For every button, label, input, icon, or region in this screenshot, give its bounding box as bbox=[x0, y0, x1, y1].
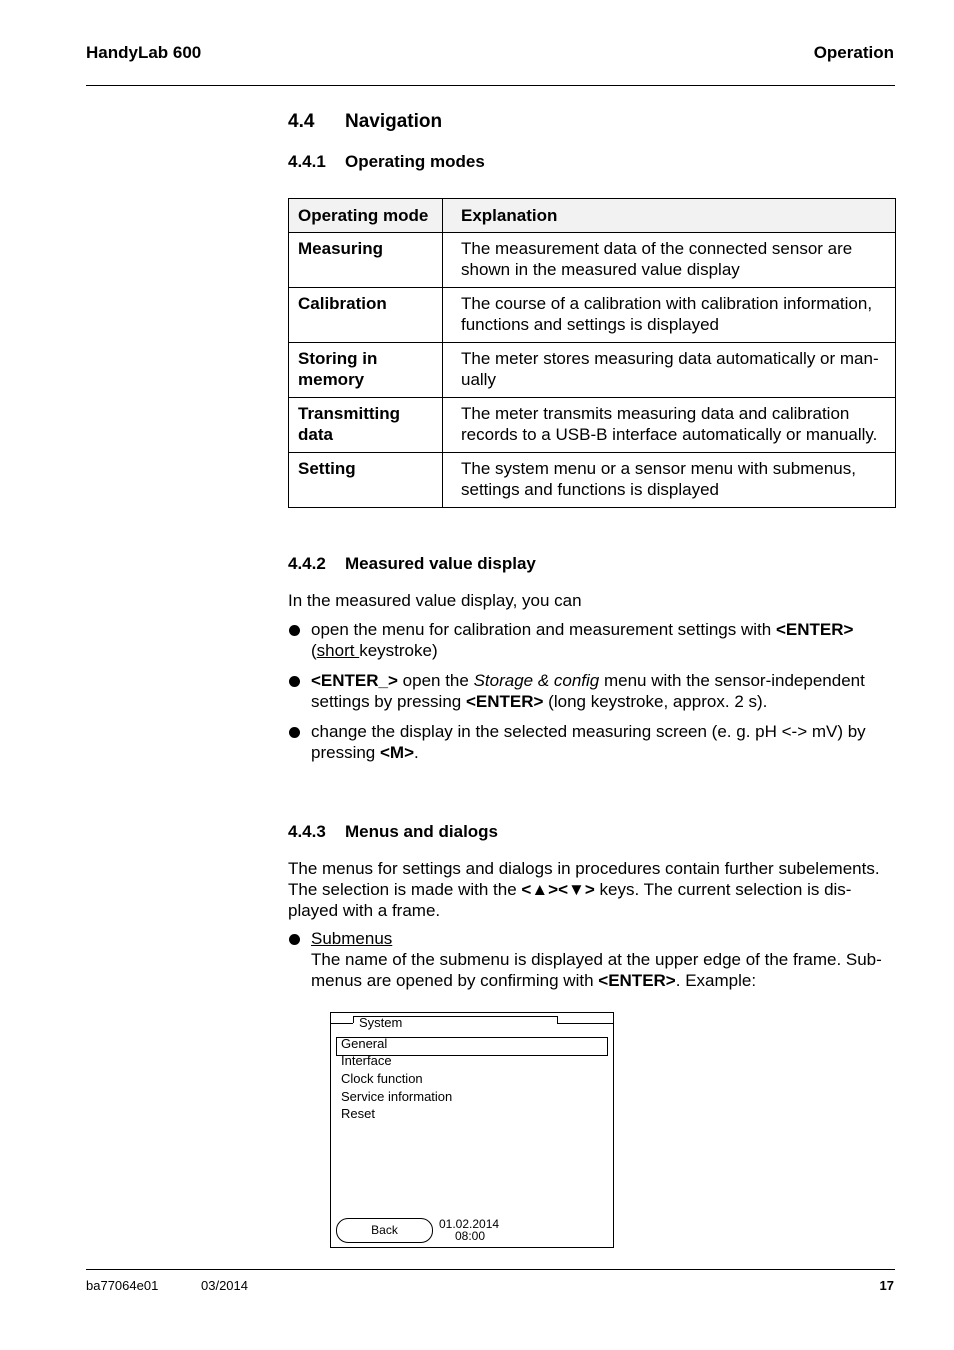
table-row bbox=[289, 233, 896, 288]
key-label: <ENTER> bbox=[465, 692, 544, 711]
explanation-cell: The measurement data of the connected sensor are shown in the measured value display bbox=[443, 233, 896, 288]
footer-date: 03/2014 bbox=[201, 1278, 248, 1293]
text-run: change the display in the selected measuring screen (e. g. pH <-> mV) by pressing bbox=[311, 722, 866, 762]
page-number: 17 bbox=[879, 1278, 894, 1293]
bullet-text bbox=[311, 928, 901, 991]
menus-paragraph bbox=[288, 858, 898, 921]
text-run: menu with the sensor-independent settings by pressing bbox=[311, 671, 865, 711]
frame-line bbox=[353, 1016, 354, 1023]
menu-name: Storage & config bbox=[473, 671, 600, 690]
bullet-text bbox=[311, 670, 901, 712]
menu-item-service-information[interactable]: Service information bbox=[341, 1089, 453, 1104]
bullet-icon bbox=[289, 727, 300, 738]
explanation-cell: The course of a calibration with calibration information, functions and settings is displayed bbox=[443, 288, 896, 343]
header-rule bbox=[86, 85, 895, 86]
menu-item-clock-function[interactable]: Clock function bbox=[341, 1071, 423, 1086]
subsection-number: 4.4.1 bbox=[288, 152, 326, 171]
table-header-row bbox=[289, 199, 896, 233]
header-title: HandyLab 600 bbox=[86, 43, 202, 62]
header-section: Operation bbox=[813, 43, 894, 62]
screen-time: 08:00 bbox=[455, 1229, 486, 1243]
frame-line bbox=[331, 1023, 353, 1024]
bullet-text bbox=[311, 619, 901, 661]
text-run: The name of the submenu is displayed at the upper edge of the frame. Sub-menus are opened by confirming with bbox=[311, 950, 882, 990]
screen-date: 01.02.2014 bbox=[439, 1217, 500, 1231]
text-run: (long keystroke, approx. 2 s). bbox=[543, 692, 768, 711]
key-label: <ENTER> bbox=[775, 620, 854, 639]
table-header-explanation: Explanation bbox=[443, 199, 896, 233]
intro-text: In the measured value display, you can bbox=[288, 591, 582, 610]
text-run: The menus for settings and dialogs in procedures contain further subelements. bbox=[288, 859, 880, 878]
bullet-icon bbox=[289, 934, 300, 945]
frame-line bbox=[557, 1016, 558, 1023]
mode-cell: Calibration bbox=[289, 288, 443, 343]
mode-cell: Transmitting data bbox=[289, 398, 443, 453]
section-number: 4.4 bbox=[288, 111, 315, 132]
explanation-cell: The meter stores measuring data automatically or man-ually bbox=[443, 343, 896, 398]
key-label: <ENTER> bbox=[598, 971, 676, 990]
subsection-title: Operating modes bbox=[345, 152, 485, 171]
key-label: <M> bbox=[379, 743, 415, 762]
mode-cell: Storing in memory bbox=[289, 343, 443, 398]
text-run: . Example: bbox=[675, 971, 757, 990]
text-run: keys. The current selection is dis- bbox=[594, 880, 852, 899]
device-screen bbox=[330, 1012, 614, 1248]
submenus-heading: Submenus bbox=[311, 929, 393, 948]
subsection-number: 4.4.3 bbox=[288, 822, 326, 841]
text-run: . bbox=[414, 743, 419, 762]
table-row bbox=[289, 453, 896, 508]
mode-cell: Setting bbox=[289, 453, 443, 508]
menu-item-interface[interactable]: Interface bbox=[341, 1053, 392, 1068]
text-run: open the menu for calibration and measurement settings with bbox=[311, 620, 776, 639]
text-run: open the bbox=[397, 671, 474, 690]
footer-rule bbox=[86, 1269, 895, 1270]
section-title: Navigation bbox=[345, 111, 443, 132]
text-run: The selection is made with the bbox=[288, 880, 522, 899]
footer-doc-number: ba77064e01 bbox=[86, 1278, 159, 1293]
table-row bbox=[289, 343, 896, 398]
subsection-title: Measured value display bbox=[345, 554, 536, 573]
table-row bbox=[289, 398, 896, 453]
explanation-cell: The meter transmits measuring data and calibration records to a USB-B interface automatically or manually. bbox=[443, 398, 896, 453]
subsection-number: 4.4.2 bbox=[288, 554, 326, 573]
arrow-keys-label: <▲><▼> bbox=[521, 880, 595, 899]
text-run: ( bbox=[311, 641, 317, 660]
menu-item-reset[interactable]: Reset bbox=[341, 1106, 375, 1121]
bullet-icon bbox=[289, 625, 300, 636]
screen-title: System bbox=[359, 1015, 403, 1030]
text-run: keystroke) bbox=[359, 641, 438, 660]
bullet-text bbox=[311, 721, 901, 763]
mode-cell: Measuring bbox=[289, 233, 443, 288]
table-header-mode: Operating mode bbox=[289, 199, 443, 233]
key-label: <ENTER_> bbox=[311, 671, 398, 690]
explanation-cell: The system menu or a sensor menu with submenus, settings and functions is displayed bbox=[443, 453, 896, 508]
text-run: played with a frame. bbox=[288, 901, 441, 920]
table-row bbox=[289, 288, 896, 343]
underlined-text: short bbox=[316, 641, 360, 660]
subsection-title: Menus and dialogs bbox=[345, 822, 499, 841]
operating-modes-table bbox=[288, 198, 896, 508]
frame-line bbox=[557, 1023, 613, 1024]
menu-item-general[interactable]: General bbox=[341, 1036, 388, 1051]
bullet-icon bbox=[289, 676, 300, 687]
back-button[interactable]: Back bbox=[336, 1218, 433, 1243]
